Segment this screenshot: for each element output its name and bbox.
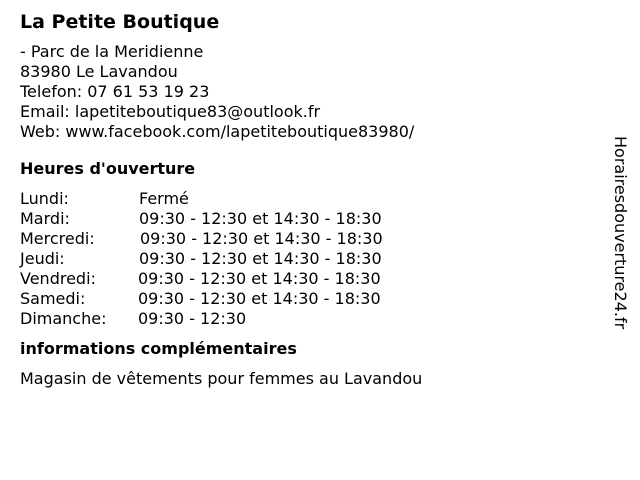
hours-heading: Heures d'ouverture (20, 159, 196, 178)
day-hours: 09:30 - 12:30 et 14:30 - 18:30 (138, 269, 381, 288)
day-label: Samedi: (20, 289, 86, 308)
hours-row-thursday (20, 249, 600, 269)
day-hours: 09:30 - 12:30 et 14:30 - 18:30 (140, 229, 383, 248)
site-watermark: Horairesdouverture24.fr (611, 136, 630, 330)
info-text: Magasin de vêtements pour femmes au Lavandou (20, 369, 423, 388)
hours-row-sunday (20, 309, 600, 329)
day-label: Lundi: (20, 189, 69, 208)
day-hours: Fermé (139, 189, 189, 208)
day-hours: 09:30 - 12:30 et 14:30 - 18:30 (139, 209, 382, 228)
address-line-2: 83980 Le Lavandou (20, 62, 178, 81)
hours-row-tuesday (20, 209, 600, 229)
business-name: La Petite Boutique (20, 11, 220, 33)
email-line: Email: lapetiteboutique83@outlook.fr (20, 102, 321, 121)
day-label: Mardi: (20, 209, 70, 228)
hours-row-monday (20, 189, 600, 209)
business-card (20, 10, 600, 389)
day-label: Jeudi: (20, 249, 65, 268)
day-label: Mercredi: (20, 229, 95, 248)
info-heading: informations complémentaires (20, 339, 297, 358)
hours-table (20, 189, 600, 329)
web-line: Web: www.facebook.com/lapetiteboutique83980/ (20, 122, 415, 141)
day-hours: 09:30 - 12:30 et 14:30 - 18:30 (139, 249, 382, 268)
hours-row-friday (20, 269, 600, 289)
day-label: Dimanche: (20, 309, 107, 328)
hours-row-wednesday (20, 229, 600, 249)
day-hours: 09:30 - 12:30 et 14:30 - 18:30 (138, 289, 381, 308)
phone-line: Telefon: 07 61 53 19 23 (20, 82, 210, 101)
hours-row-saturday (20, 289, 600, 309)
day-label: Vendredi: (20, 269, 96, 288)
address-line-1: - Parc de la Meridienne (20, 42, 204, 61)
day-hours: 09:30 - 12:30 (138, 309, 247, 328)
